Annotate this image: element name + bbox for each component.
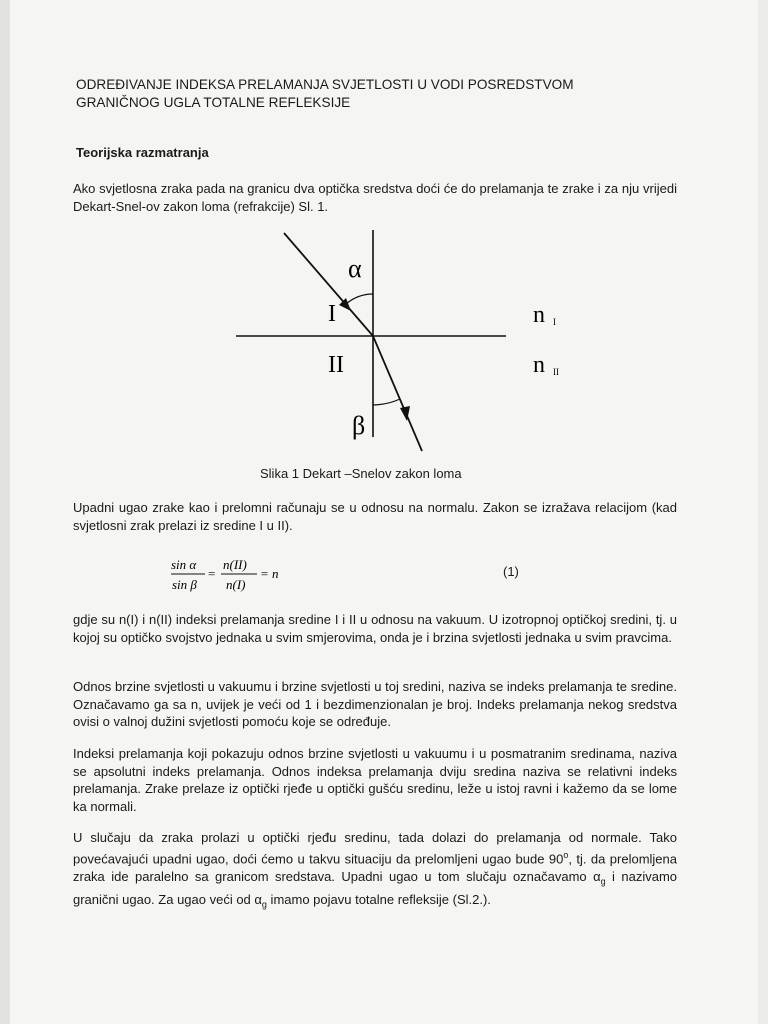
alpha-label: α: [348, 254, 362, 283]
paragraph-indices: gdje su n(I) i n(II) indeksi prelamanja sredine I i II u odnosu na vakuum. U izotropnoj optičkoj sredini, tj. u kojoj su optičko svojstvo jednaka u svim smjerovima, onda je i brzina svjetlosti jednaka u svim pravcima.: [73, 612, 677, 645]
p6-text-c: i nazivamo granični ugao. Za ugao veći od α: [73, 868, 678, 907]
paragraph-refractive-index: Odnos brzine svjetlosti u vakuumu i brzine svjetlosti u toj sredini, naziva se indeks prelamanja te sredine. Označavamo ga sa n, uvijek je veći od 1 i bezdimenzionalan je broj. Indeks prelamanja nekog sredstva ovisi o valnoj dužini svjetlosti pomoću koje se određuje.: [73, 679, 677, 730]
document-title: [76, 76, 686, 112]
n1-symbol: n: [533, 302, 545, 328]
n1-label: [533, 302, 556, 328]
paragraph-critical-angle: [73, 829, 677, 914]
n2-symbol: n: [533, 352, 545, 378]
p6-text-b: , tj. da prelomljena zraka ide paralelno sa granicom sredstava. Upadni ugao u tom slučaju označavamo α: [73, 850, 677, 884]
snell-equation: [171, 557, 311, 597]
refracted-ray: [373, 336, 422, 451]
title-line-2: GRANIČNOG UGLA TOTALNE REFLEKSIJE: [76, 95, 351, 110]
eq-rhs: = n: [260, 566, 279, 581]
scan-edge-left: [0, 0, 10, 1024]
eq-denominator-1: sin β: [172, 577, 197, 592]
degree-superscript: o: [563, 849, 569, 860]
paragraph-absolute-index: Indeksi prelamanja koji pokazuju odnos brzine svjetlosti u vakuumu i u posmatranim sredinama, naziva se apsolutni indeks prelamanja. Odnos indeksa prelamanja dviju sredina naziva se relativni indeks prelamanja. Zrake prelaze iz optički rjeđe u optički gušću sredinu, leže u istoj ravni i kažemo da se lome ka normali.: [73, 746, 677, 814]
alpha-arc: [346, 294, 373, 304]
medium-2-label: II: [328, 352, 344, 378]
eq-numerator-1: sin α: [171, 557, 197, 572]
n1-subscript: I: [553, 317, 556, 327]
title-line-1: ODREĐIVANJE INDEKSA PRELAMANJA SVJETLOSTI U VODI POSREDSTVOM: [76, 77, 574, 92]
eq-equals: =: [208, 566, 216, 581]
refraction-diagram: [236, 225, 559, 460]
p6-text-a: U slučaju da zraka prolazi u optički rjeđu sredinu, tada dolazi do prelamanja od normale. Tako povećavajući upadni ugao, doći ćemo u takvu situaciju da prelomljeni ugao bude 90: [73, 830, 677, 866]
n2-subscript: II: [553, 367, 559, 377]
eq-numerator-2: n(II): [223, 557, 247, 572]
figure-caption: Slika 1 Dekart –Snelov zakon loma: [260, 466, 462, 481]
p6-text-d: imamo pojavu totalne refleksije (Sl.2.).: [266, 891, 491, 907]
scan-edge-right: [758, 0, 768, 1024]
n2-label: [533, 352, 559, 378]
medium-1-label: I: [328, 301, 336, 327]
eq-denominator-2: n(I): [226, 577, 246, 592]
alpha-g-subscript-1: g: [600, 876, 606, 887]
equation-number: (1): [503, 564, 519, 579]
alpha-g-subscript-2: g: [261, 899, 267, 910]
paragraph-intro: Ako svjetlosna zraka pada na granicu dva optička sredstva doći će do prelamanja te zrake i za nju vrijedi Dekart-Snel-ov zakon loma (refrakcije) Sl. 1.: [73, 181, 677, 214]
beta-arc: [373, 399, 400, 405]
beta-label: β: [352, 411, 366, 440]
section-heading: Teorijska razmatranja: [76, 145, 209, 160]
paragraph-snell-intro: Upadni ugao zrake kao i prelomni računaju se u odnosu na normalu. Zakon se izražava relacijom (kad svjetlosni zrak prelazi iz sredine I u II).: [73, 500, 677, 533]
